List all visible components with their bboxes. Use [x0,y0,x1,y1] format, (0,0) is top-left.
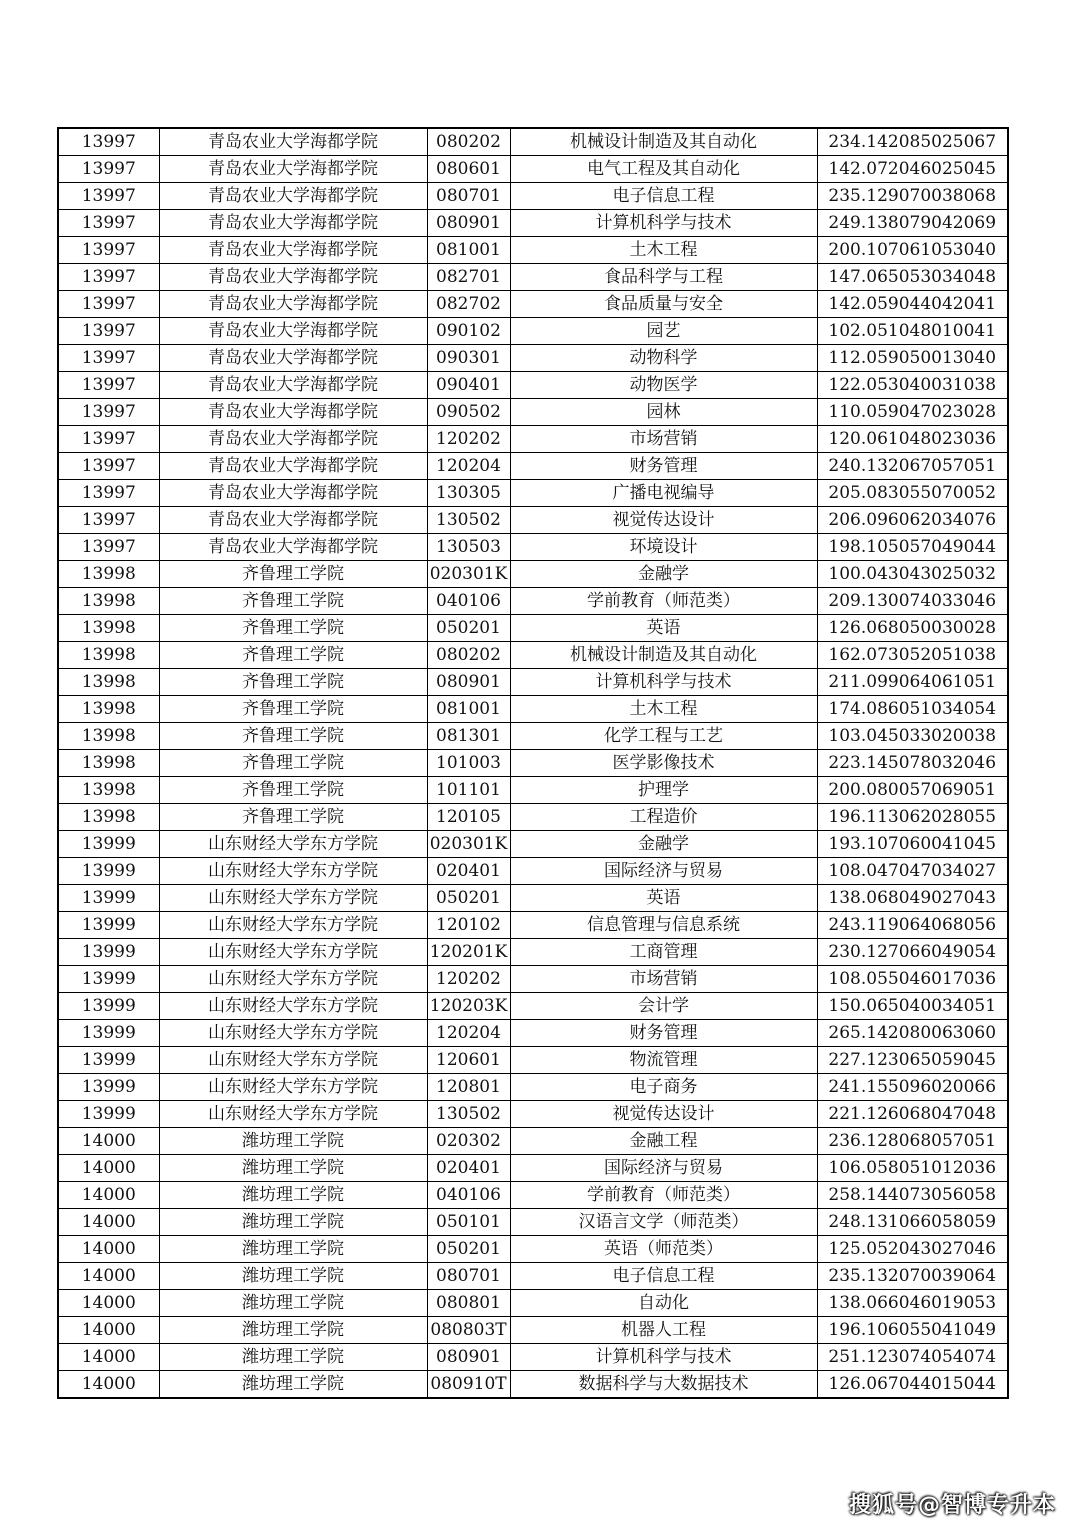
major-code-cell: 080601 [427,156,510,183]
major-code-cell: 050201 [427,1236,510,1263]
school-code-cell: 13997 [58,345,159,372]
major-code-cell: 050201 [427,885,510,912]
score-cell: 110.059047023028 [817,399,1008,426]
school-name-cell: 潍坊理工学院 [159,1371,427,1399]
school-code-cell: 13997 [58,507,159,534]
school-code-cell: 14000 [58,1371,159,1399]
score-cell: 102.051048010041 [817,318,1008,345]
school-code-cell: 14000 [58,1236,159,1263]
major-name-cell: 电气工程及其自动化 [510,156,817,183]
major-name-cell: 土木工程 [510,696,817,723]
school-code-cell: 14000 [58,1290,159,1317]
major-code-cell: 090502 [427,399,510,426]
major-name-cell: 视觉传达设计 [510,507,817,534]
school-code-cell: 13997 [58,291,159,318]
school-code-cell: 14000 [58,1182,159,1209]
score-cell: 122.053040031038 [817,372,1008,399]
school-name-cell: 山东财经大学东方学院 [159,858,427,885]
school-name-cell: 潍坊理工学院 [159,1182,427,1209]
table-row [58,426,1008,453]
score-cell: 193.107060041045 [817,831,1008,858]
school-code-cell: 13998 [58,642,159,669]
table-row [58,345,1008,372]
table-row [58,615,1008,642]
school-name-cell: 青岛农业大学海都学院 [159,426,427,453]
table-row [58,1209,1008,1236]
major-code-cell: 120601 [427,1047,510,1074]
table-row [58,1236,1008,1263]
school-code-cell: 13999 [58,858,159,885]
major-name-cell: 计算机科学与技术 [510,210,817,237]
score-cell: 249.138079042069 [817,210,1008,237]
school-code-cell: 13998 [58,804,159,831]
major-code-cell: 120204 [427,1020,510,1047]
score-cell: 200.080057069051 [817,777,1008,804]
major-code-cell: 050201 [427,615,510,642]
major-code-cell: 080701 [427,1263,510,1290]
major-code-cell: 040106 [427,588,510,615]
major-name-cell: 机械设计制造及其自动化 [510,642,817,669]
school-code-cell: 13997 [58,372,159,399]
score-cell: 206.096062034076 [817,507,1008,534]
school-name-cell: 青岛农业大学海都学院 [159,318,427,345]
score-cell: 205.083055070052 [817,480,1008,507]
school-code-cell: 13999 [58,831,159,858]
major-name-cell: 食品科学与工程 [510,264,817,291]
major-name-cell: 国际经济与贸易 [510,1155,817,1182]
score-cell: 235.132070039064 [817,1263,1008,1290]
school-code-cell: 13997 [58,426,159,453]
table-row [58,642,1008,669]
school-name-cell: 青岛农业大学海都学院 [159,237,427,264]
school-code-cell: 14000 [58,1209,159,1236]
school-name-cell: 潍坊理工学院 [159,1236,427,1263]
table-row [58,480,1008,507]
major-code-cell: 101003 [427,750,510,777]
school-code-cell: 13999 [58,939,159,966]
major-code-cell: 050101 [427,1209,510,1236]
score-cell: 221.126068047048 [817,1101,1008,1128]
major-code-cell: 081001 [427,237,510,264]
school-name-cell: 齐鲁理工学院 [159,669,427,696]
score-cell: 265.142080063060 [817,1020,1008,1047]
score-cell: 258.144073056058 [817,1182,1008,1209]
table-row [58,777,1008,804]
major-code-cell: 120105 [427,804,510,831]
major-name-cell: 工商管理 [510,939,817,966]
table-row [58,1290,1008,1317]
school-code-cell: 13997 [58,183,159,210]
major-code-cell: 080202 [427,642,510,669]
score-cell: 243.119064068056 [817,912,1008,939]
school-name-cell: 山东财经大学东方学院 [159,1101,427,1128]
table-row [58,588,1008,615]
major-code-cell: 120801 [427,1074,510,1101]
school-name-cell: 山东财经大学东方学院 [159,966,427,993]
major-code-cell: 082701 [427,264,510,291]
school-name-cell: 青岛农业大学海都学院 [159,480,427,507]
school-name-cell: 山东财经大学东方学院 [159,1020,427,1047]
major-code-cell: 020302 [427,1128,510,1155]
major-code-cell: 130503 [427,534,510,561]
score-cell: 223.145078032046 [817,750,1008,777]
major-code-cell: 040106 [427,1182,510,1209]
score-cell: 211.099064061051 [817,669,1008,696]
school-name-cell: 青岛农业大学海都学院 [159,372,427,399]
major-name-cell: 电子信息工程 [510,183,817,210]
major-code-cell: 090102 [427,318,510,345]
score-cell: 162.073052051038 [817,642,1008,669]
school-code-cell: 14000 [58,1128,159,1155]
major-name-cell: 动物医学 [510,372,817,399]
table-row [58,696,1008,723]
table-row [58,669,1008,696]
school-code-cell: 13998 [58,750,159,777]
major-name-cell: 食品质量与安全 [510,291,817,318]
score-cell: 196.106055041049 [817,1317,1008,1344]
major-code-cell: 120204 [427,453,510,480]
major-name-cell: 土木工程 [510,237,817,264]
major-code-cell: 090401 [427,372,510,399]
major-name-cell: 广播电视编导 [510,480,817,507]
school-name-cell: 山东财经大学东方学院 [159,831,427,858]
major-name-cell: 计算机科学与技术 [510,669,817,696]
school-code-cell: 13997 [58,318,159,345]
school-name-cell: 齐鲁理工学院 [159,615,427,642]
table-row [58,210,1008,237]
major-code-cell: 080901 [427,210,510,237]
school-code-cell: 13999 [58,966,159,993]
table-row [58,750,1008,777]
score-cell: 227.123065059045 [817,1047,1008,1074]
major-name-cell: 英语 [510,615,817,642]
school-name-cell: 青岛农业大学海都学院 [159,345,427,372]
score-cell: 235.129070038068 [817,183,1008,210]
school-name-cell: 潍坊理工学院 [159,1128,427,1155]
school-name-cell: 齐鲁理工学院 [159,723,427,750]
table-row [58,534,1008,561]
school-name-cell: 潍坊理工学院 [159,1317,427,1344]
score-cell: 126.068050030028 [817,615,1008,642]
table-row [58,858,1008,885]
score-cell: 196.113062028055 [817,804,1008,831]
school-name-cell: 青岛农业大学海都学院 [159,128,427,156]
school-name-cell: 山东财经大学东方学院 [159,939,427,966]
major-code-cell: 020301K [427,561,510,588]
major-code-cell: 081301 [427,723,510,750]
score-cell: 240.132067057051 [817,453,1008,480]
score-cell: 100.043043025032 [817,561,1008,588]
admission-score-table [57,127,1009,1399]
major-code-cell: 120102 [427,912,510,939]
school-name-cell: 青岛农业大学海都学院 [159,210,427,237]
school-name-cell: 潍坊理工学院 [159,1344,427,1371]
school-name-cell: 潍坊理工学院 [159,1263,427,1290]
score-cell: 120.061048023036 [817,426,1008,453]
school-name-cell: 齐鲁理工学院 [159,642,427,669]
score-cell: 112.059050013040 [817,345,1008,372]
score-cell: 147.065053034048 [817,264,1008,291]
score-cell: 236.128068057051 [817,1128,1008,1155]
major-code-cell: 020401 [427,1155,510,1182]
major-code-cell: 130502 [427,1101,510,1128]
score-cell: 251.123074054074 [817,1344,1008,1371]
table-row [58,561,1008,588]
school-name-cell: 潍坊理工学院 [159,1155,427,1182]
major-code-cell: 120202 [427,966,510,993]
score-cell: 230.127066049054 [817,939,1008,966]
score-cell: 138.066046019053 [817,1290,1008,1317]
table-row [58,1371,1008,1399]
major-name-cell: 市场营销 [510,966,817,993]
major-name-cell: 视觉传达设计 [510,1101,817,1128]
score-cell: 174.086051034054 [817,696,1008,723]
school-name-cell: 山东财经大学东方学院 [159,912,427,939]
school-name-cell: 山东财经大学东方学院 [159,1047,427,1074]
major-name-cell: 信息管理与信息系统 [510,912,817,939]
table-row [58,1128,1008,1155]
school-name-cell: 青岛农业大学海都学院 [159,291,427,318]
score-cell: 234.142085025067 [817,128,1008,156]
table-row [58,372,1008,399]
school-code-cell: 14000 [58,1317,159,1344]
major-name-cell: 机器人工程 [510,1317,817,1344]
table-row [58,1344,1008,1371]
table-row [58,993,1008,1020]
school-name-cell: 齐鲁理工学院 [159,588,427,615]
major-code-cell: 080803T [427,1317,510,1344]
major-name-cell: 金融工程 [510,1128,817,1155]
school-name-cell: 潍坊理工学院 [159,1209,427,1236]
major-name-cell: 工程造价 [510,804,817,831]
school-code-cell: 13999 [58,1020,159,1047]
major-code-cell: 080801 [427,1290,510,1317]
school-name-cell: 青岛农业大学海都学院 [159,507,427,534]
school-code-cell: 13999 [58,993,159,1020]
table-row [58,237,1008,264]
school-code-cell: 13997 [58,156,159,183]
table-row [58,1155,1008,1182]
school-name-cell: 齐鲁理工学院 [159,750,427,777]
major-name-cell: 动物科学 [510,345,817,372]
school-code-cell: 13997 [58,453,159,480]
school-code-cell: 13997 [58,210,159,237]
table-row [58,1047,1008,1074]
score-cell: 126.067044015044 [817,1371,1008,1399]
score-cell: 200.107061053040 [817,237,1008,264]
major-name-cell: 护理学 [510,777,817,804]
table-row [58,939,1008,966]
score-cell: 108.047047034027 [817,858,1008,885]
table-row [58,1074,1008,1101]
score-cell: 138.068049027043 [817,885,1008,912]
school-name-cell: 山东财经大学东方学院 [159,993,427,1020]
score-cell: 125.052043027046 [817,1236,1008,1263]
major-name-cell: 医学影像技术 [510,750,817,777]
score-cell: 209.130074033046 [817,588,1008,615]
school-name-cell: 山东财经大学东方学院 [159,1074,427,1101]
score-cell: 103.045033020038 [817,723,1008,750]
major-name-cell: 金融学 [510,561,817,588]
school-code-cell: 13999 [58,912,159,939]
table-row [58,453,1008,480]
major-code-cell: 080901 [427,1344,510,1371]
table-row [58,399,1008,426]
major-name-cell: 园艺 [510,318,817,345]
table-row [58,128,1008,156]
school-name-cell: 山东财经大学东方学院 [159,885,427,912]
major-name-cell: 金融学 [510,831,817,858]
score-cell: 142.059044042041 [817,291,1008,318]
major-name-cell: 汉语言文学（师范类） [510,1209,817,1236]
table-row [58,1101,1008,1128]
table-row [58,1263,1008,1290]
major-name-cell: 英语 [510,885,817,912]
table-row [58,318,1008,345]
watermark: 搜狐号@智博专升本 [848,1493,1056,1518]
school-name-cell: 齐鲁理工学院 [159,777,427,804]
major-name-cell: 市场营销 [510,426,817,453]
major-name-cell: 园林 [510,399,817,426]
school-name-cell: 齐鲁理工学院 [159,696,427,723]
major-code-cell: 080901 [427,669,510,696]
table-row [58,507,1008,534]
major-name-cell: 财务管理 [510,1020,817,1047]
major-name-cell: 电子信息工程 [510,1263,817,1290]
major-name-cell: 机械设计制造及其自动化 [510,128,817,156]
major-name-cell: 学前教育（师范类） [510,1182,817,1209]
major-name-cell: 国际经济与贸易 [510,858,817,885]
school-name-cell: 青岛农业大学海都学院 [159,453,427,480]
major-name-cell: 化学工程与工艺 [510,723,817,750]
table-row [58,831,1008,858]
school-code-cell: 13998 [58,696,159,723]
score-cell: 142.072046025045 [817,156,1008,183]
major-code-cell: 101101 [427,777,510,804]
school-code-cell: 13997 [58,534,159,561]
school-name-cell: 青岛农业大学海都学院 [159,399,427,426]
school-code-cell: 13997 [58,480,159,507]
major-name-cell: 自动化 [510,1290,817,1317]
major-code-cell: 120201K [427,939,510,966]
school-code-cell: 13997 [58,237,159,264]
table-row [58,723,1008,750]
table-row [58,183,1008,210]
school-code-cell: 14000 [58,1263,159,1290]
table-row [58,156,1008,183]
table-row [58,264,1008,291]
major-name-cell: 环境设计 [510,534,817,561]
major-code-cell: 090301 [427,345,510,372]
school-name-cell: 潍坊理工学院 [159,1290,427,1317]
table-row [58,804,1008,831]
table-row [58,291,1008,318]
score-cell: 106.058051012036 [817,1155,1008,1182]
major-code-cell: 082702 [427,291,510,318]
major-name-cell: 英语（师范类） [510,1236,817,1263]
major-name-cell: 电子商务 [510,1074,817,1101]
school-name-cell: 青岛农业大学海都学院 [159,264,427,291]
school-code-cell: 13998 [58,615,159,642]
school-code-cell: 14000 [58,1155,159,1182]
table-body [58,128,1008,1398]
school-code-cell: 13999 [58,1074,159,1101]
major-name-cell: 学前教育（师范类） [510,588,817,615]
major-code-cell: 130305 [427,480,510,507]
school-code-cell: 13997 [58,399,159,426]
major-name-cell: 财务管理 [510,453,817,480]
table-row [58,885,1008,912]
school-name-cell: 青岛农业大学海都学院 [159,156,427,183]
table-row [58,1317,1008,1344]
score-cell: 108.055046017036 [817,966,1008,993]
school-code-cell: 14000 [58,1344,159,1371]
school-name-cell: 青岛农业大学海都学院 [159,534,427,561]
table-row [58,1020,1008,1047]
school-code-cell: 13998 [58,669,159,696]
major-name-cell: 数据科学与大数据技术 [510,1371,817,1399]
major-code-cell: 080202 [427,128,510,156]
table-row [58,1182,1008,1209]
major-name-cell: 计算机科学与技术 [510,1344,817,1371]
major-code-cell: 080910T [427,1371,510,1399]
school-code-cell: 13999 [58,1101,159,1128]
major-code-cell: 120202 [427,426,510,453]
major-code-cell: 080701 [427,183,510,210]
major-code-cell: 081001 [427,696,510,723]
school-code-cell: 13998 [58,561,159,588]
school-name-cell: 齐鲁理工学院 [159,561,427,588]
major-code-cell: 120203K [427,993,510,1020]
table-row [58,966,1008,993]
major-code-cell: 020401 [427,858,510,885]
school-code-cell: 13997 [58,264,159,291]
school-code-cell: 13997 [58,128,159,156]
major-name-cell: 物流管理 [510,1047,817,1074]
score-cell: 248.131066058059 [817,1209,1008,1236]
school-name-cell: 青岛农业大学海都学院 [159,183,427,210]
score-cell: 150.065040034051 [817,993,1008,1020]
school-code-cell: 13998 [58,723,159,750]
school-name-cell: 齐鲁理工学院 [159,804,427,831]
major-code-cell: 020301K [427,831,510,858]
school-code-cell: 13999 [58,885,159,912]
table-row [58,912,1008,939]
school-code-cell: 13998 [58,588,159,615]
major-code-cell: 130502 [427,507,510,534]
school-code-cell: 13998 [58,777,159,804]
score-cell: 198.105057049044 [817,534,1008,561]
major-name-cell: 会计学 [510,993,817,1020]
score-cell: 241.155096020066 [817,1074,1008,1101]
school-code-cell: 13999 [58,1047,159,1074]
